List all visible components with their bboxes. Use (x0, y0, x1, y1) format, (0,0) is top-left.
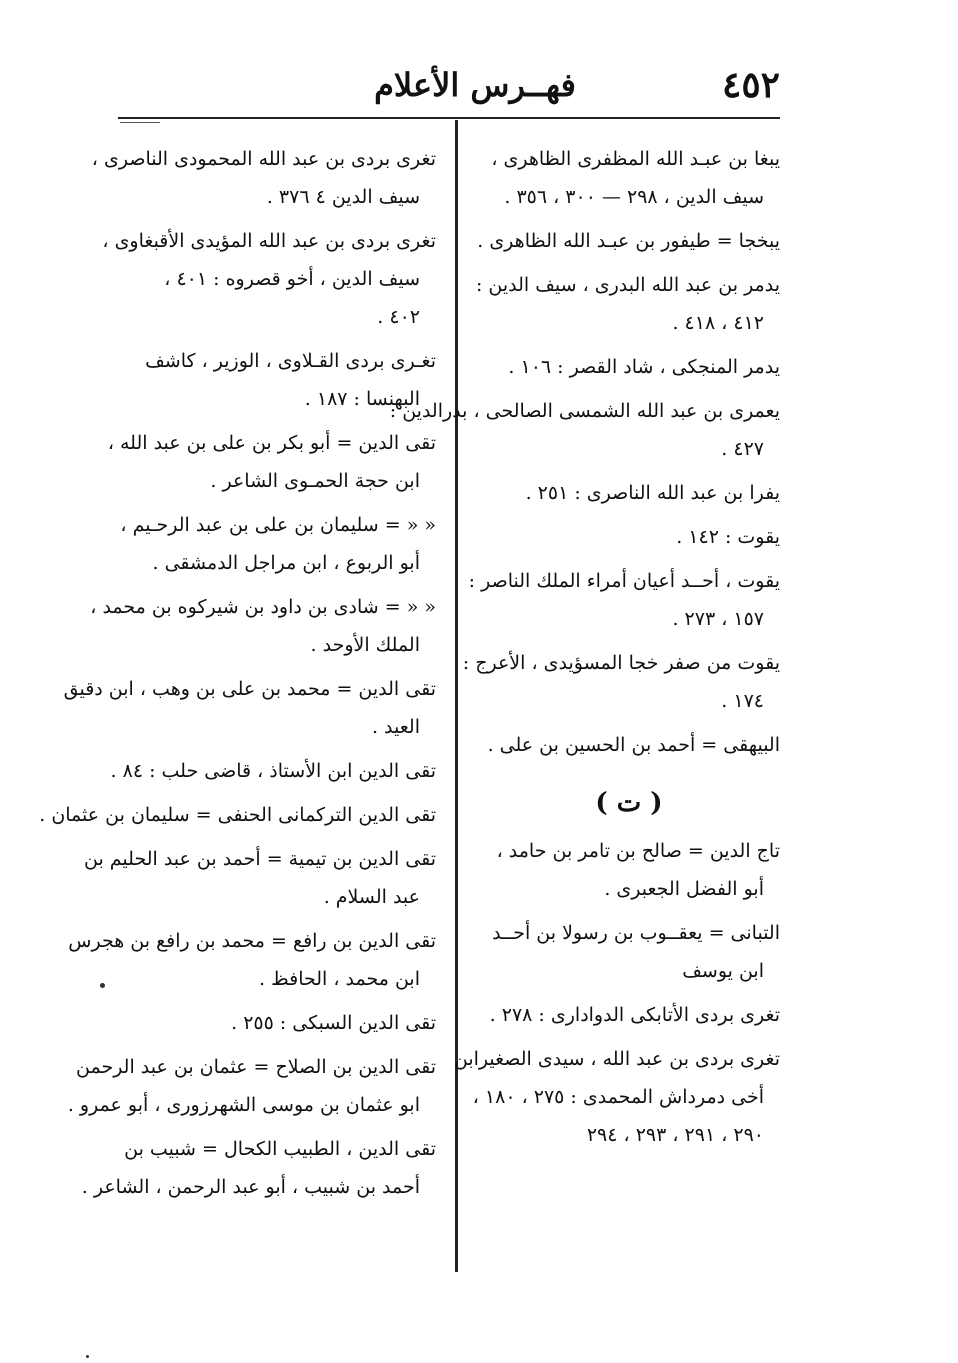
index-entry (91, 140, 436, 216)
index-entry (90, 588, 436, 664)
entry-line: ابو عثمان بن موسى الشهرزورى ، أبو عمرو . (67, 1094, 420, 1116)
page-header (110, 64, 780, 124)
entry-line: البيهقى = أحمد بن الحسين بن على . (487, 734, 780, 756)
entry-line: تغرى بردى بن عبد الله المحمودى الناصرى ، (91, 148, 436, 170)
entry-line: تقى الدين ابن الأستاذ ، قاضى حلب : ٨٤ . (110, 760, 436, 782)
index-entry (68, 922, 436, 998)
entry-line: تغرى بردى الأتابكى الدوادارى : ٢٧٨ . (489, 1004, 780, 1026)
entry-line: سيف الدين ، أخو قصروه : ٤٠١ ، (164, 268, 420, 290)
index-entry (478, 140, 780, 216)
index-entry (81, 1130, 436, 1206)
index-entry (478, 914, 780, 990)
print-speck (86, 1355, 89, 1358)
index-entry (453, 1040, 780, 1154)
header-rule (118, 117, 780, 119)
entry-line: سيف الدين ، ٢٩٨ — ٣٠٠ ، ٣٥٦ . (504, 186, 764, 208)
entry-line: تقى الدين = محمد بن على بن وهب ، ابن دقيق (63, 678, 436, 700)
index-entry (83, 840, 436, 916)
entry-line: أبو الربوع ، ابن مراجل الدمشقى . (152, 552, 420, 574)
index-entry (389, 392, 780, 468)
page-number: ٤٥٢ (721, 64, 780, 106)
index-entry (478, 996, 780, 1034)
entry-line: التبانى = يعقــوب بن رسولا بن أحــد (492, 922, 780, 944)
entry-line: تغرى بردى بن عبد الله المؤيدى الأقبغاوى ، (102, 230, 436, 252)
index-entry (120, 1004, 436, 1042)
index-entry (475, 266, 780, 342)
index-entry (478, 222, 780, 260)
header-rule-accent (120, 122, 160, 123)
entry-line: « « = سليمان بن على بن عبد الرحـيم ، (120, 514, 436, 536)
entry-line: يقوت ، أحــد أعيان أمراء الملك الناصر : (468, 570, 780, 592)
entry-line: تقى الدين بن تيمية = أحمد بن عبد الحليم بن (83, 848, 436, 870)
entry-line: أحمد بن شبيب ، أبو عبد الرحمن ، الشاعر . (81, 1176, 420, 1198)
entry-line: ابن محمد ، الحافظ . (259, 968, 420, 990)
entry-line: يقوت : ١٤٢ . (676, 526, 780, 548)
entry-line: ٤١٢ ، ٤١٨ . (672, 312, 764, 334)
entry-line: يدمر المنجكى ، شاد القصر : ١٠٦ . (508, 356, 780, 378)
index-entry (110, 752, 436, 790)
index-entry (107, 424, 436, 500)
index-entry (478, 348, 780, 386)
index-entry (39, 796, 436, 834)
entry-list (453, 832, 780, 1154)
section-heading-ta: ( ت ) (595, 788, 663, 818)
entry-list (39, 140, 436, 1206)
entry-line: تقى الدين = أبو بكر بن على بن عبد الله ، (107, 432, 436, 454)
entry-line: يدمر بن عبد الله البدرى ، سيف الدين : (475, 274, 780, 296)
index-entry (478, 518, 780, 556)
index-entry (120, 342, 436, 418)
entry-line: « « = شادى بن داود بن شيركوه بن محمد ، (90, 596, 436, 618)
entry-line: تغـرى بردى القـلاوى ، الوزير ، كاشف (145, 350, 436, 372)
entry-line: عبد السلام . (323, 886, 420, 908)
entry-line: تقى الدين بن الصلاح = عثمان بن عبد الرحمن (76, 1056, 436, 1078)
entry-line: ١٧٤ . (721, 690, 764, 712)
entry-line: تقى الدين ، الطبيب الكحال = شبيب بن (124, 1138, 436, 1160)
entry-line: ٢٩٠ ، ٢٩١ ، ٢٩٣ ، ٢٩٤ (586, 1124, 764, 1146)
index-entry (102, 222, 436, 336)
entry-line: البهنسا : ١٨٧ . (304, 388, 420, 410)
entry-line: ١٥٧ ، ٢٧٣ . (672, 608, 764, 630)
index-entry (120, 506, 436, 582)
entry-line: ٤٢٧ . (721, 438, 764, 460)
entry-line: الملك الأوحد . (310, 634, 420, 656)
index-entry (478, 832, 780, 908)
entry-line: يعمرى بن عبد الله الشمسى الصالحى ، بدرالدين : (389, 400, 780, 422)
entry-line: يبغا بن عبـد الله المظفرى الظاهرى ، (491, 148, 780, 170)
entry-line: ابن حجة الحمـوى الشاعر . (210, 470, 420, 492)
entry-line: يقوت من صفر خجا المسؤيدى ، الأعرج : (462, 652, 780, 674)
entry-line: سيف الدين ٤ ٣٧٦ . (266, 186, 420, 208)
entry-line: تاج الدين = صالح بن تامر بن حامد ، (496, 840, 780, 862)
entry-line: أخى دمرداش المحمدى : ٢٧٥ ، ١٨٠ ، (472, 1086, 764, 1108)
index-entry (63, 670, 436, 746)
index-column-left (39, 140, 436, 1212)
entry-line: تقى الدين بن رافع = محمد بن رافع بن هجرس (68, 930, 436, 952)
entry-line: تقى الدين السبكى : ٢٥٥ . (231, 1012, 436, 1034)
index-entry (468, 562, 780, 638)
entry-line: يفرا بن عبد الله الناصرى : ٢٥١ . (525, 482, 780, 504)
page-title: فهــرس الأعلام (374, 66, 576, 104)
entry-line: يبخجا = طيفور بن عبـد الله الظاهرى . (477, 230, 780, 252)
index-entry (478, 474, 780, 512)
column-divider (455, 120, 458, 1272)
index-entry (478, 726, 780, 764)
entry-line: ٤٠٢ . (377, 306, 420, 328)
print-speck (100, 983, 105, 988)
entry-line: العيد . (371, 716, 420, 738)
index-entry (67, 1048, 436, 1124)
entry-line: ابن يوسف (682, 960, 764, 982)
entry-line: تغرى بردى بن عبد الله ، سيدى الصغيرابن (453, 1048, 780, 1070)
index-entry (462, 644, 780, 720)
entry-line: أبو الفضل الجعبرى . (604, 878, 764, 900)
entry-line: تقى الدين التركمانى الحنفى = سليمان بن عثمان . (39, 804, 436, 826)
